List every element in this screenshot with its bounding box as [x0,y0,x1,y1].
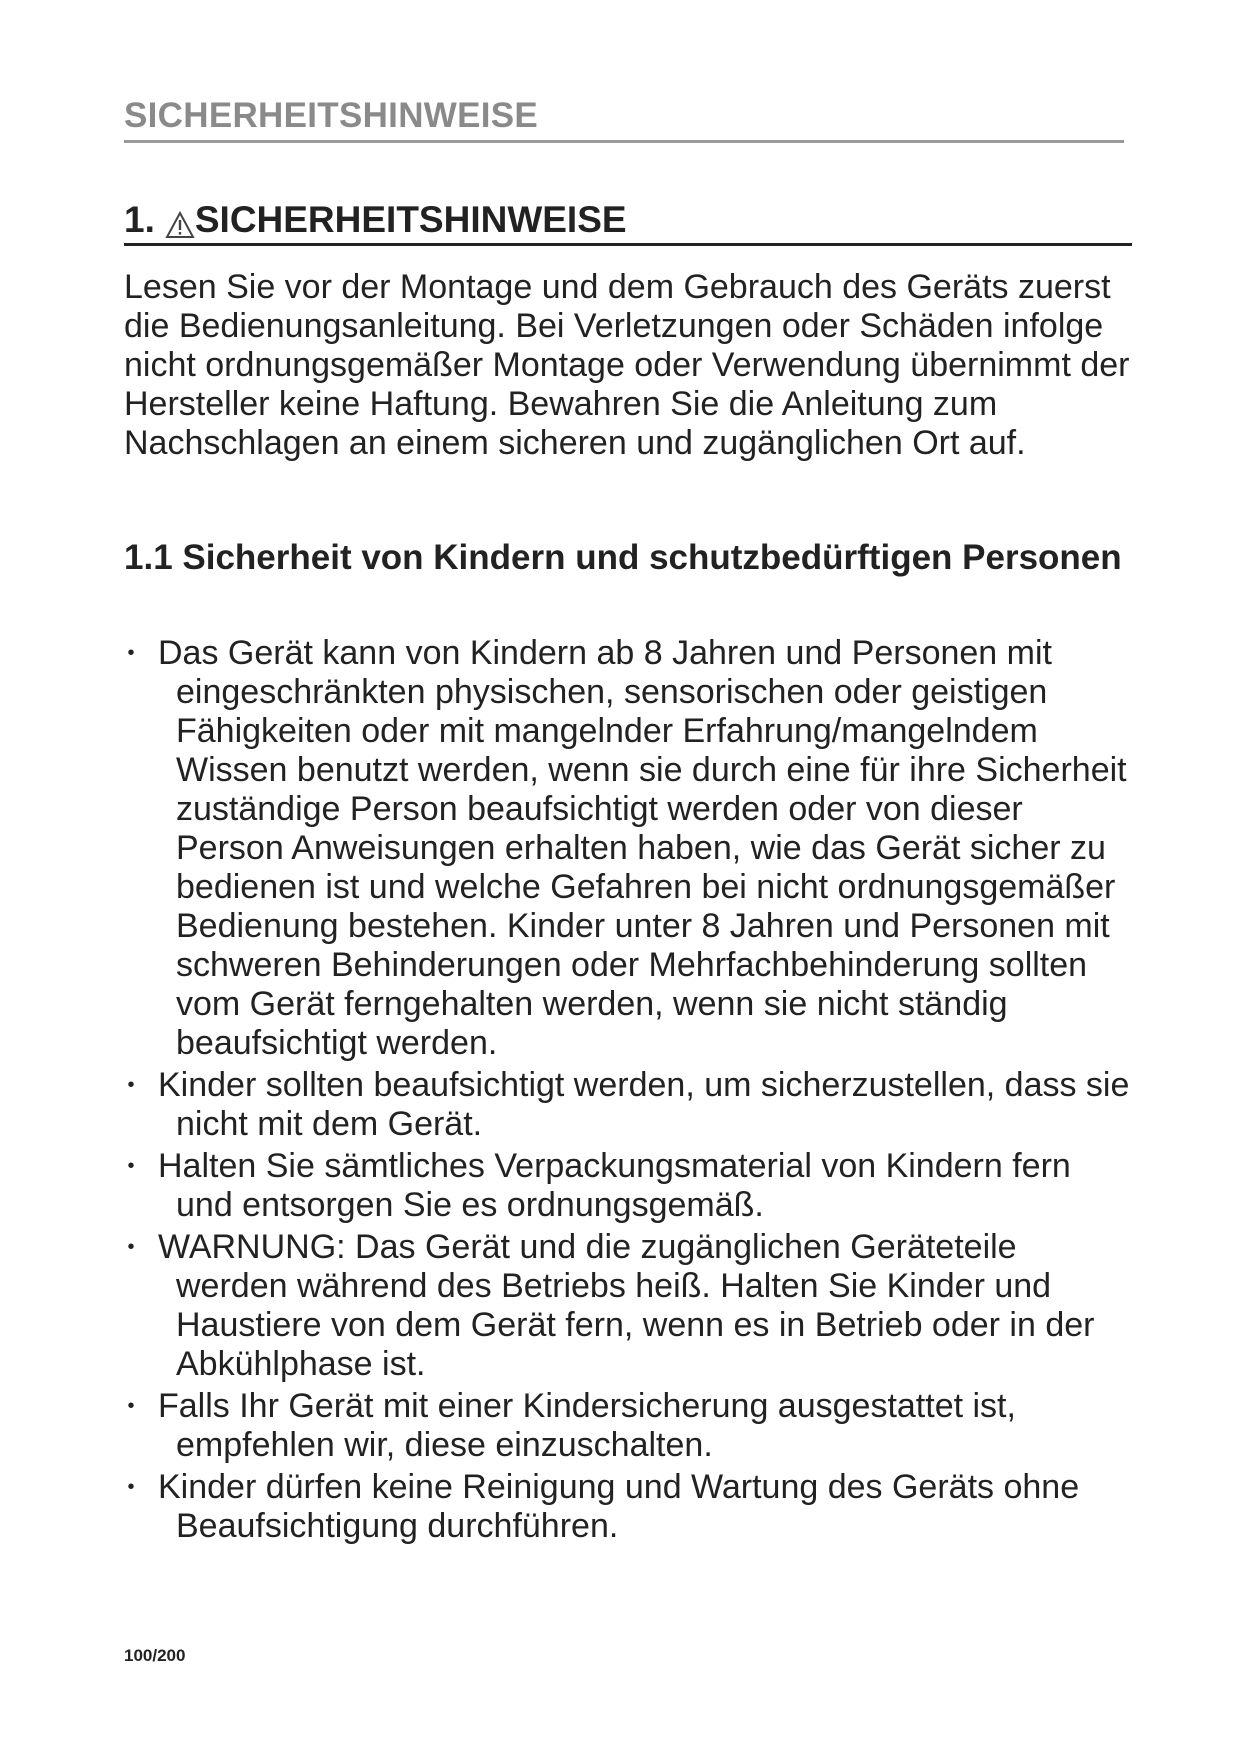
bullet-dot: • [127,1236,135,1258]
bullet-item [124,1066,1134,1144]
bullet-text: Falls Ihr Gerät mit einer Kindersicherung ausgestattet ist, empfehlen wir, diese einzuschalten. [158,1387,1016,1464]
bullet-item [124,1228,1134,1384]
section-number: 1. [124,199,155,240]
bullet-dot: • [127,1395,135,1417]
bullet-text: Kinder sollten beaufsichtigt werden, um sicherzustellen, dass sie nicht mit dem Gerät. [158,1066,1130,1143]
page-number: 100/200 [124,1646,186,1665]
bullet-item [124,1387,1134,1465]
bullet-item [124,1147,1134,1225]
bullet-item [124,1468,1134,1546]
bullet-dot: • [127,1476,135,1498]
bullet-dot: • [127,642,135,664]
intro-paragraph: Lesen Sie vor der Montage und dem Gebrauch des Geräts zuerst die Bedienungsanleitung. Bei Verletzungen oder Schäden infolge nicht ordnungsgemäßer Montage oder Verwendung übernimmt der Hersteller keine Haftung. Bewahren Sie die Anleitung zum Nachschlagen an einem sicheren und zugänglichen Ort auf. [124,268,1130,462]
section-title [124,197,1132,246]
bullet-dot: • [127,1074,135,1096]
section-title-text: SICHERHEITSHINWEISE [194,199,627,240]
running-header: SICHERHEITSHINWEISE [124,94,1124,143]
bullet-item [124,634,1134,1063]
safety-bullet-list [124,634,1134,1549]
bullet-text: Halten Sie sämtliches Verpackungsmaterial von Kindern fern und entsorgen Sie es ordnungsgemäß. [158,1147,1071,1224]
bullet-text: Kinder dürfen keine Reinigung und Wartung des Geräts ohne Beaufsichtigung durchführen. [158,1468,1080,1545]
subsection-title: 1.1 Sicherheit von Kindern und schutzbedürftigen Personen [124,538,1122,577]
bullet-text: Das Gerät kann von Kindern ab 8 Jahren und Personen mit eingeschränkten physischen, sensorischen oder geistigen Fähigkeiten oder mit mangelnder Erfahrung/mangelndem Wissen benutzt werden, wenn sie durch eine für ihre Sicherheit zuständige Person beaufsichtigt werden oder von dieser Person Anweisungen erhalten haben, wie das Gerät sicher zu bedienen ist und welche Gefahren bei nicht ordnungsgemäßer Bedienung bestehen. Kinder unter 8 Jahren und Personen mit schweren Behinderungen oder Mehrfachbehinderung sollten vom Gerät ferngehalten werden, wenn sie nicht ständig beaufsichtigt werden. [158,634,1127,1062]
bullet-dot: • [127,1155,135,1177]
bullet-text: WARNUNG: Das Gerät und die zugänglichen Geräteteile werden während des Betriebs heiß. Halten Sie Kinder und Haustiere von dem Gerät fern, wenn es in Betrieb oder in der Abkühlphase ist. [158,1228,1095,1383]
warning-triangle-icon [165,204,195,232]
